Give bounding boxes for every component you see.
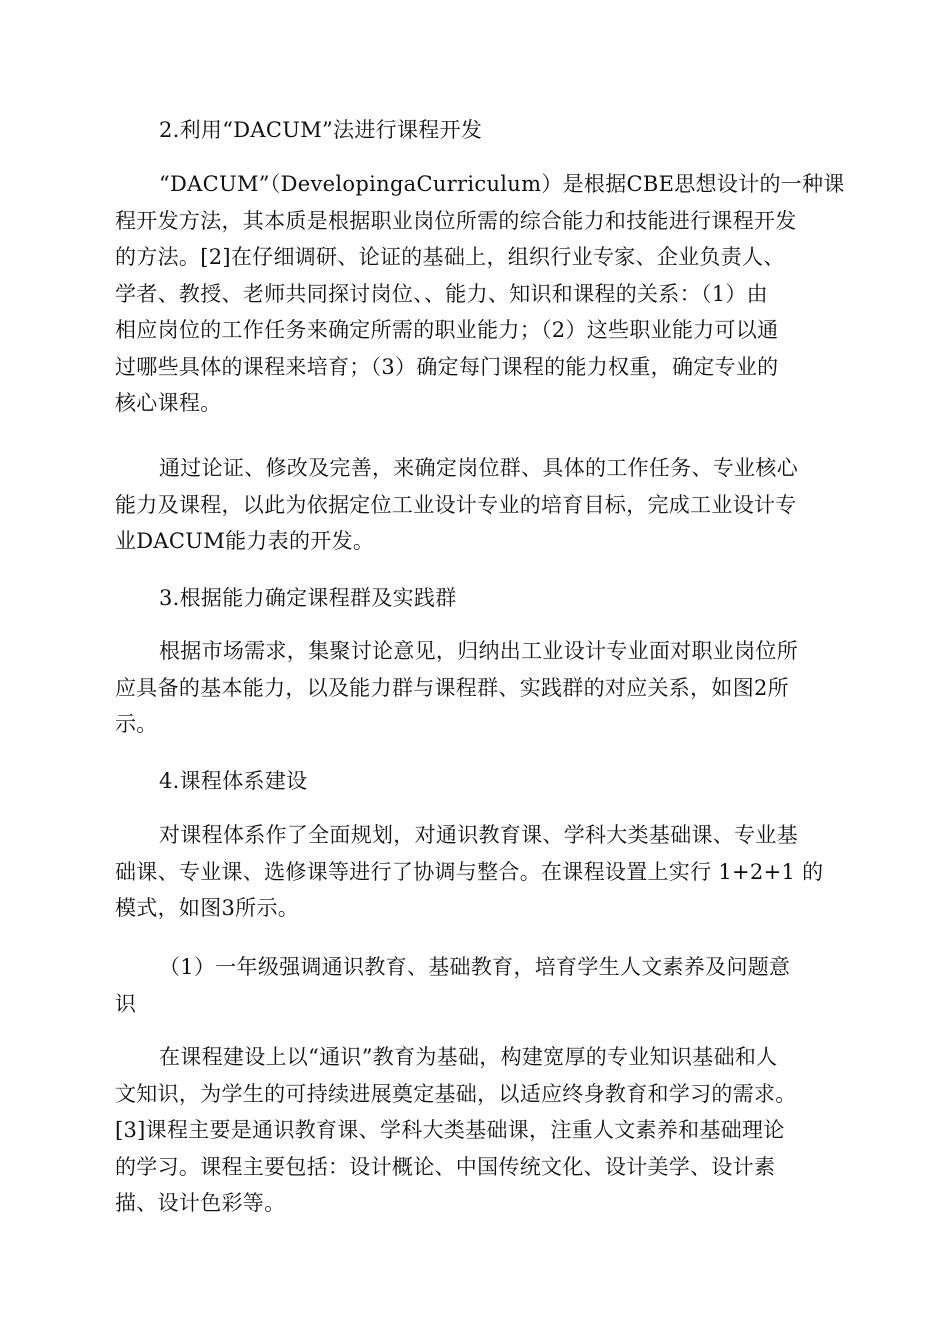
text-line: 3.根据能力确定课程群及实践群	[159, 586, 457, 610]
paragraph-curriculum-system	[115, 817, 837, 927]
text-line: 应具备的基本能力，以及能力群与课程群、实践群的对应关系，如图2所	[115, 675, 789, 700]
paragraph-course-groups	[115, 633, 837, 743]
paragraph-first-year	[115, 1039, 837, 1222]
text-line: 核心课程。	[115, 391, 222, 415]
section-heading-first-year	[115, 949, 837, 1022]
text-line: 对课程体系作了全面规划，对通识教育课、学科大类基础课、专业基	[159, 823, 798, 847]
section-heading-curriculum-system	[115, 763, 837, 800]
text-line: 程开发方法，其本质是根据职业岗位所需的综合能力和技能进行课程开发	[115, 208, 797, 233]
text-line: [3]课程主要是通识教育课、学科大类基础课，注重人文素养和基础理论	[115, 1118, 785, 1142]
text-line: 4.课程体系建设	[159, 769, 308, 793]
text-line: 模式，如图3所示。	[115, 896, 300, 920]
text-line: 的学习。课程主要包括：设计概论、中国传统文化、设计美学、设计素	[115, 1154, 776, 1179]
text-line: 业DACUM能力表的开发。	[115, 529, 375, 553]
text-line: 在课程建设上以“通识”教育为基础，构建宽厚的专业知识基础和人	[159, 1045, 778, 1069]
text-line: 识	[115, 991, 137, 1016]
text-line: 文知识，为学生的可持续进展奠定基础，以适应终身教育和学习的需求。	[115, 1081, 797, 1106]
section-heading-course-groups	[115, 580, 837, 617]
text-line: 础课、专业课、选修课等进行了协调与整合。在课程设置上实行 1+2+1 的	[115, 859, 824, 884]
text-line: 通过论证、修改及完善，来确定岗位群、具体的工作任务、专业核心	[159, 456, 798, 480]
paragraph-dacum-result	[115, 450, 837, 560]
text-line: 示。	[115, 712, 158, 736]
text-line: 根据市场需求，集聚讨论意见，归纳出工业设计专业面对职业岗位所	[159, 639, 798, 663]
text-line: 相应岗位的工作任务来确定所需的职业能力；（2）这些职业能力可以通	[115, 318, 779, 342]
section-heading-dacum	[115, 112, 837, 149]
text-line: 2.利用“DACUM”法进行课程开发	[159, 118, 483, 142]
text-line: 能力及课程，以此为依据定位工业设计专业的培育目标，完成工业设计专	[115, 492, 797, 517]
text-line: 的方法。[2]在仔细调研、论证的基础上，组织行业专家、企业负责人、	[115, 245, 785, 269]
text-line: “DACUM”（DevelopingaCurriculum）是根据CBE思想设计的一种课	[159, 172, 845, 196]
text-line: 描、设计色彩等。	[115, 1191, 286, 1215]
text-line: 学者、教授、老师共同探讨岗位、、能力、知识和课程的关系：（1）由	[115, 281, 768, 306]
text-line: （1）一年级强调通识教育、基础教育，培育学生人文素养及问题意	[159, 955, 791, 979]
text-line: 过哪些具体的课程来培育；（3）确定每门课程的能力权重，确定专业的	[115, 354, 779, 379]
paragraph-dacum-intro	[115, 166, 845, 422]
